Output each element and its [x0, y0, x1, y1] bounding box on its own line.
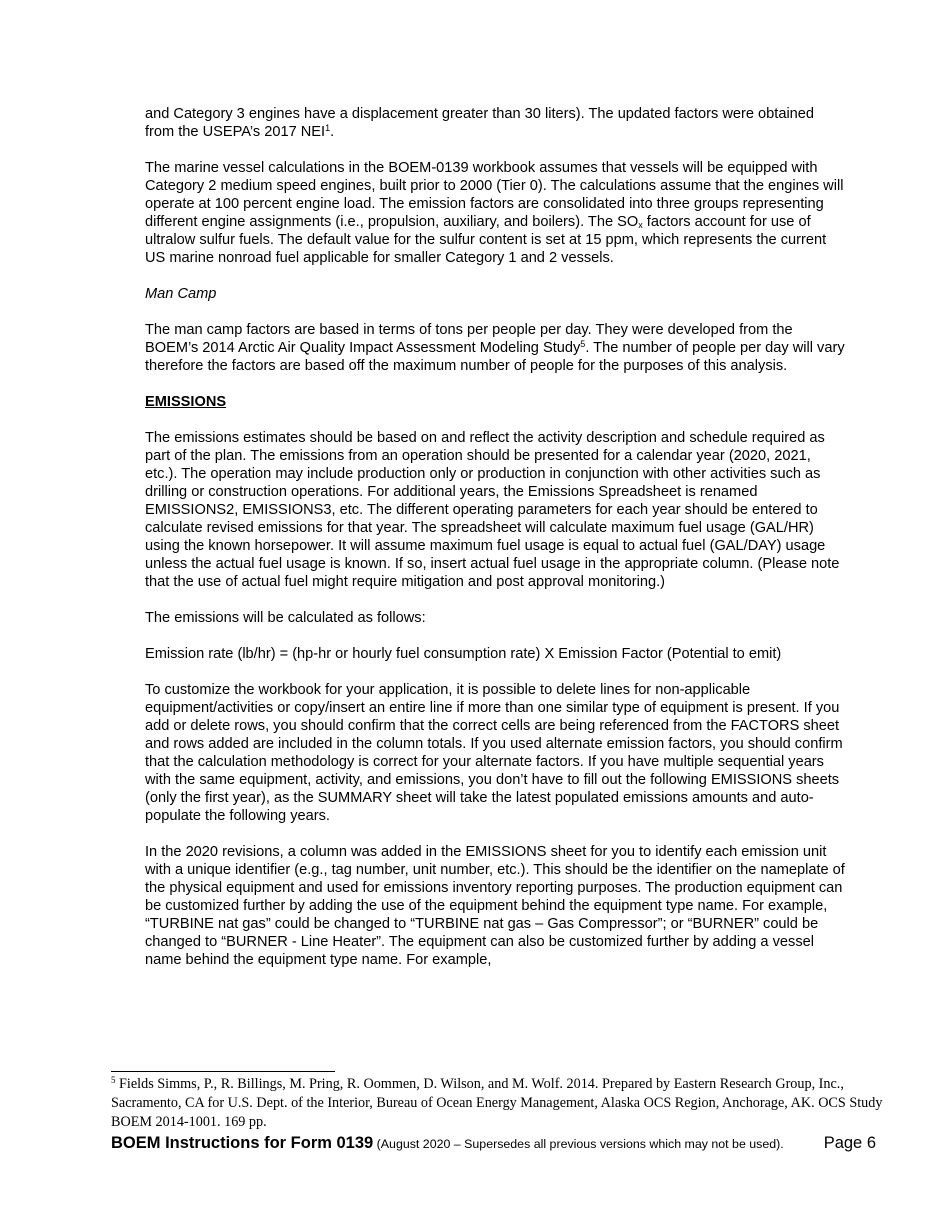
paragraph-text-end: . The number of people per day will vary therefore the factors are based off the maximum number of people for the purposes of this analysis. — [145, 340, 845, 374]
paragraph-calculated-as-follows: The emissions will be calculated as follows: — [145, 610, 426, 626]
page-body — [145, 105, 845, 987]
paragraph-engine-categories — [145, 105, 845, 141]
paragraph-customize-workbook: To customize the workbook for your application, it is possible to delete lines for non-applicable equipment/activities or copy/insert an entire line if more than one similar type of equipment is present. If you add or delete rows, you should confirm that the correct cells are being referenced from the FACTORS sheet and rows added are included in the column totals. If you used alternate emission factors, you should confirm that the calculation methodology is correct for your alternate factors. If you have multiple sequential years with the same equipment, activity, and emissions, you don’t have to fill out the following EMISSIONS sheets (only the first year), as the SUMMARY sheet will take the latest populated emissions amounts and auto-populate the following years. — [145, 682, 843, 824]
paragraph-man-camp — [145, 321, 845, 375]
paragraph-text-end: factors account for use of ultralow sulfur fuels. The default value for the sulfur content is set at 15 ppm, which represents the current US marine nonroad fuel applicable for smaller Category 1 and 2 vessels. — [145, 214, 827, 266]
subheading-man-camp: Man Camp — [145, 286, 217, 302]
paragraph-marine-vessel — [145, 159, 845, 267]
paragraph-text-end: . — [330, 124, 335, 140]
footnote-text: Fields Simms, P., R. Billings, M. Pring, R. Oommen, D. Wilson, and M. Wolf. 2014. Prepared by Eastern Research Group, Inc., Sacramento, CA for U.S. Dept. of the Interior, Bureau of Ocean Energy Management, Alaska OCS Region, Anchorage, AK. OCS Study BOEM 2014-1001. 169 pp. — [111, 1076, 883, 1130]
footer-subtitle: (August 2020 – Supersedes all previous versions which may not be used). — [373, 1137, 784, 1151]
footnote-reference: 1 — [325, 123, 331, 133]
footnote-reference: 5 — [580, 339, 586, 349]
paragraph-emission-rate-formula: Emission rate (lb/hr) = (hp-hr or hourly fuel consumption rate) X Emission Factor (Potential to emit) — [145, 646, 782, 662]
paragraph-text: The marine vessel calculations in the BOEM-0139 workbook assumes that vessels will be equipped with Category 2 medium speed engines, built prior to 2000 (Tier 0). The calculations assume that the engines will operate at 100 percent engine load. The emission factors are consolidated into three groups representing different engine assignments (i.e., propulsion, auxiliary, and boilers). The SO — [145, 160, 844, 230]
paragraph-emissions-estimates: The emissions estimates should be based on and reflect the activity description and schedule required as part of the plan. The emissions from an operation should be presented for a calendar year (2020, 2021, etc.). The operation may include production only or production in conjunction with other activities such as drilling or construction operations. For additional years, the Emissions Spreadsheet is renamed EMISSIONS2, EMISSIONS3, etc. The different operating parameters for each year should be entered to calculate revised emissions for that year. The spreadsheet will calculate maximum fuel usage (GAL/HR) using the known horsepower. It will assume maximum fuel usage is equal to actual fuel (GAL/DAY) usage unless the actual fuel usage is known. If so, insert actual fuel usage in the appropriate column. (Please note that the use of actual fuel might require mitigation and post approval monitoring.) — [145, 430, 840, 590]
paragraph-text: The man camp factors are based in terms of tons per people per day. They were developed from the BOEM’s 2014 Arctic Air Quality Impact Assessment Modeling Study — [145, 322, 793, 356]
section-heading-emissions: EMISSIONS — [145, 394, 227, 410]
subscript: x — [638, 220, 643, 230]
page-number: Page 6 — [823, 1134, 876, 1152]
footnote — [111, 1075, 896, 1132]
footnote-separator — [111, 1071, 335, 1072]
footer-title: BOEM Instructions for Form 0139 — [111, 1134, 374, 1152]
footnote-number: 5 — [111, 1075, 116, 1085]
paragraph-text: and Category 3 engines have a displacement greater than 30 liters). The updated factors were obtained from the USEPA’s 2017 NEI — [145, 106, 815, 140]
paragraph-2020-revisions: In the 2020 revisions, a column was added in the EMISSIONS sheet for you to identify each emission unit with a unique identifier (e.g., tag number, unit number, etc.). This should be the identifier on the nameplate of the physical equipment and used for emissions inventory reporting purposes. The production equipment can be customized further by adding the use of the equipment behind the equipment type name. For example, “TURBINE nat gas” could be changed to “TURBINE nat gas – Gas Compressor”; or “BURNER” could be changed to “BURNER - Line Heater”. The equipment can also be customized further by adding a vessel name behind the equipment type name. For example, — [145, 844, 845, 968]
page-footer — [111, 1134, 886, 1156]
